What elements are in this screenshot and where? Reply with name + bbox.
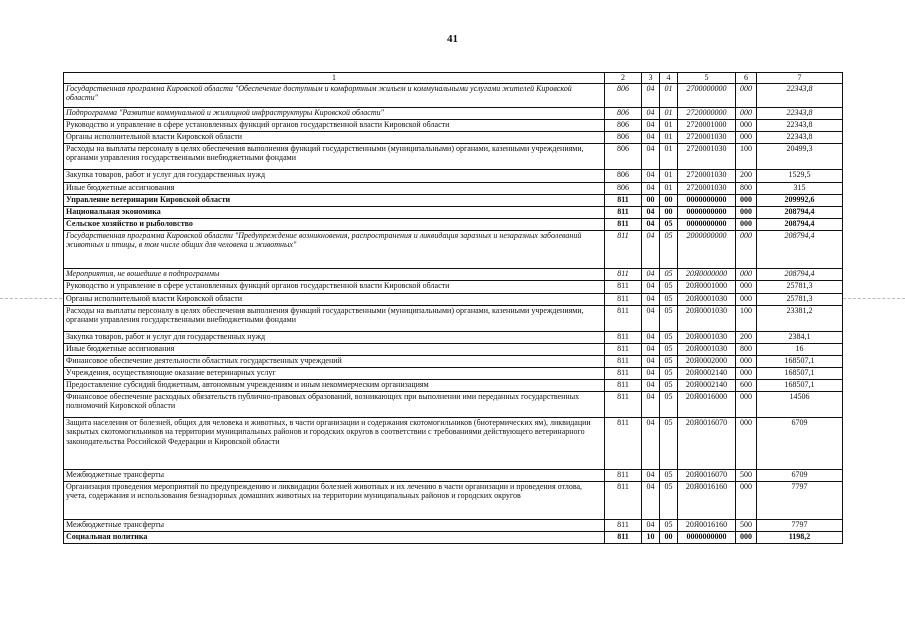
row-section-code: 04 xyxy=(642,218,660,230)
row-subsection-code: 01 xyxy=(660,143,678,169)
row-target-article: 20Я0002140 xyxy=(678,367,736,379)
row-name-cell: Национальная экономика xyxy=(64,206,605,218)
row-name-cell: Органы исполнительной власти Кировской области xyxy=(64,131,605,143)
row-expense-type: 600 xyxy=(736,379,757,391)
row-ministry-code: 806 xyxy=(605,143,642,169)
margin-rule-right xyxy=(843,298,905,299)
row-target-article: 2720001030 xyxy=(678,169,736,182)
row-expense-type: 000 xyxy=(736,355,757,367)
table-row xyxy=(64,218,843,230)
table-header-row xyxy=(64,73,843,84)
row-section-code: 04 xyxy=(642,519,660,531)
header-cell-7: 7 xyxy=(757,73,843,84)
row-target-article: 20Я0016070 xyxy=(678,469,736,481)
row-target-article: 0000000000 xyxy=(678,218,736,230)
row-ministry-code: 811 xyxy=(605,417,642,469)
row-target-article: 2720001000 xyxy=(678,119,736,131)
row-name-cell: Органы исполнительной власти Кировской области xyxy=(64,293,605,305)
table-row xyxy=(64,379,843,391)
row-target-article: 20Я0016000 xyxy=(678,391,736,417)
row-name-cell: Предоставление субсидий бюджетным, автономным учреждениям и иным некоммерческим организациям xyxy=(64,379,605,391)
row-amount: 22343,8 xyxy=(757,119,843,131)
header-cell-6: 6 xyxy=(736,73,757,84)
row-ministry-code: 811 xyxy=(605,293,642,305)
row-target-article: 20Я0001030 xyxy=(678,293,736,305)
row-amount: 7797 xyxy=(757,519,843,531)
row-target-article: 20Я0000000 xyxy=(678,268,736,280)
row-name-cell: Расходы на выплаты персоналу в целях обеспечения выполнения функций государственными (муниципальными) органами, казенными учреждениями, органами управления государственными внебюджетными фондами xyxy=(64,305,605,331)
row-target-article: 2720001030 xyxy=(678,182,736,194)
table-row xyxy=(64,293,843,305)
table-row xyxy=(64,169,843,182)
row-target-article: 2720000000 xyxy=(678,107,736,119)
row-amount: 168507,1 xyxy=(757,367,843,379)
row-name-cell: Сельское хозяйство и рыболовство xyxy=(64,218,605,230)
row-subsection-code: 05 xyxy=(660,268,678,280)
row-name-cell: Финансовое обеспечение расходных обязательств публично-правовых образований, возникающих при выполнении ими переданных государственных полномочий Кировской области xyxy=(64,391,605,417)
row-section-code: 04 xyxy=(642,331,660,343)
row-expense-type: 000 xyxy=(736,417,757,469)
row-section-code: 04 xyxy=(642,119,660,131)
row-section-code: 00 xyxy=(642,194,660,206)
row-section-code: 04 xyxy=(642,131,660,143)
row-target-article: 20Я0001030 xyxy=(678,305,736,331)
row-section-code: 04 xyxy=(642,481,660,519)
row-expense-type: 000 xyxy=(736,119,757,131)
table-row xyxy=(64,143,843,169)
row-amount: 22343,8 xyxy=(757,107,843,119)
row-amount: 25781,3 xyxy=(757,280,843,293)
row-subsection-code: 05 xyxy=(660,280,678,293)
row-amount: 168507,1 xyxy=(757,355,843,367)
row-subsection-code: 05 xyxy=(660,481,678,519)
table-row xyxy=(64,305,843,331)
row-name-cell: Закупка товаров, работ и услуг для государственных нужд xyxy=(64,331,605,343)
row-expense-type: 000 xyxy=(736,531,757,543)
row-subsection-code: 01 xyxy=(660,83,678,107)
row-ministry-code: 811 xyxy=(605,268,642,280)
row-ministry-code: 811 xyxy=(605,379,642,391)
table-row xyxy=(64,230,843,268)
row-ministry-code: 811 xyxy=(605,230,642,268)
row-subsection-code: 05 xyxy=(660,519,678,531)
row-ministry-code: 811 xyxy=(605,469,642,481)
budget-table xyxy=(63,72,843,544)
row-expense-type: 000 xyxy=(736,293,757,305)
row-name-cell: Расходы на выплаты персоналу в целях обеспечения выполнения функций государственными (муниципальными) органами, казенными учреждениями, органами управления государственными внебюджетными фондами xyxy=(64,143,605,169)
row-amount: 208794,4 xyxy=(757,230,843,268)
row-amount: 22343,8 xyxy=(757,83,843,107)
row-section-code: 04 xyxy=(642,379,660,391)
row-section-code: 04 xyxy=(642,107,660,119)
row-amount: 2384,1 xyxy=(757,331,843,343)
row-target-article: 0000000000 xyxy=(678,194,736,206)
table-row xyxy=(64,107,843,119)
row-amount: 6709 xyxy=(757,469,843,481)
row-target-article: 20Я0001030 xyxy=(678,331,736,343)
row-subsection-code: 05 xyxy=(660,218,678,230)
row-name-cell: Руководство и управление в сфере установленных функций органов государственной власти Кировской области xyxy=(64,119,605,131)
row-expense-type: 800 xyxy=(736,343,757,355)
table-row xyxy=(64,469,843,481)
row-ministry-code: 811 xyxy=(605,367,642,379)
row-section-code: 04 xyxy=(642,268,660,280)
row-subsection-code: 01 xyxy=(660,169,678,182)
row-name-cell: Финансовое обеспечение деятельности областных государственных учреждений xyxy=(64,355,605,367)
row-section-code: 04 xyxy=(642,230,660,268)
row-section-code: 04 xyxy=(642,355,660,367)
row-target-article: 20Я0001030 xyxy=(678,343,736,355)
row-expense-type: 200 xyxy=(736,331,757,343)
table-row xyxy=(64,367,843,379)
row-target-article: 20Я0002140 xyxy=(678,379,736,391)
row-amount: 208794,4 xyxy=(757,268,843,280)
row-name-cell: Межбюджетные трансферты xyxy=(64,519,605,531)
row-name-cell: Управление ветеринарии Кировской области xyxy=(64,194,605,206)
header-cell-1: 1 xyxy=(64,73,605,84)
row-section-code: 04 xyxy=(642,417,660,469)
table-row xyxy=(64,280,843,293)
row-name-cell: Закупка товаров, работ и услуг для государственных нужд xyxy=(64,169,605,182)
table-row xyxy=(64,343,843,355)
row-name-cell: Иные бюджетные ассигнования xyxy=(64,343,605,355)
row-amount: 22343,8 xyxy=(757,131,843,143)
row-section-code: 04 xyxy=(642,367,660,379)
row-expense-type: 000 xyxy=(736,367,757,379)
row-section-code: 04 xyxy=(642,206,660,218)
row-expense-type: 500 xyxy=(736,519,757,531)
row-subsection-code: 05 xyxy=(660,305,678,331)
row-section-code: 04 xyxy=(642,83,660,107)
row-expense-type: 000 xyxy=(736,107,757,119)
row-amount: 1198,2 xyxy=(757,531,843,543)
row-ministry-code: 806 xyxy=(605,107,642,119)
row-subsection-code: 05 xyxy=(660,469,678,481)
row-expense-type: 000 xyxy=(736,230,757,268)
row-name-cell: Подпрограмма "Развитие коммунальной и жилищной инфраструктуры Кировской области" xyxy=(64,107,605,119)
row-ministry-code: 811 xyxy=(605,305,642,331)
row-amount: 168507,1 xyxy=(757,379,843,391)
row-ministry-code: 811 xyxy=(605,218,642,230)
table-row xyxy=(64,268,843,280)
row-subsection-code: 00 xyxy=(660,194,678,206)
row-target-article: 20Я0016070 xyxy=(678,417,736,469)
header-cell-4: 4 xyxy=(660,73,678,84)
row-section-code: 04 xyxy=(642,182,660,194)
row-expense-type: 000 xyxy=(736,131,757,143)
row-name-cell: Иные бюджетные ассигнования xyxy=(64,182,605,194)
row-target-article: 2720001030 xyxy=(678,143,736,169)
margin-rule-left xyxy=(0,298,62,299)
row-ministry-code: 811 xyxy=(605,280,642,293)
row-ministry-code: 811 xyxy=(605,531,642,543)
row-ministry-code: 806 xyxy=(605,119,642,131)
row-ministry-code: 811 xyxy=(605,206,642,218)
row-name-cell: Мероприятия, не вошедшие в подпрограммы xyxy=(64,268,605,280)
row-section-code: 10 xyxy=(642,531,660,543)
table-row xyxy=(64,391,843,417)
row-amount: 14506 xyxy=(757,391,843,417)
header-cell-3: 3 xyxy=(642,73,660,84)
row-ministry-code: 811 xyxy=(605,355,642,367)
row-expense-type: 000 xyxy=(736,218,757,230)
row-ministry-code: 811 xyxy=(605,343,642,355)
row-subsection-code: 05 xyxy=(660,391,678,417)
row-name-cell: Социальная политика xyxy=(64,531,605,543)
table-row xyxy=(64,206,843,218)
row-expense-type: 100 xyxy=(736,305,757,331)
row-ministry-code: 806 xyxy=(605,83,642,107)
row-amount: 315 xyxy=(757,182,843,194)
row-section-code: 04 xyxy=(642,305,660,331)
row-amount: 25781,3 xyxy=(757,293,843,305)
row-ministry-code: 811 xyxy=(605,391,642,417)
row-target-article: 2700000000 xyxy=(678,83,736,107)
row-name-cell: Государственная программа Кировской области "Обеспечение доступным и комфортным жильем и коммунальными услугами жителей Кировской области" xyxy=(64,83,605,107)
table-row xyxy=(64,355,843,367)
row-section-code: 04 xyxy=(642,293,660,305)
row-subsection-code: 01 xyxy=(660,107,678,119)
row-ministry-code: 806 xyxy=(605,169,642,182)
row-subsection-code: 05 xyxy=(660,343,678,355)
table-row xyxy=(64,331,843,343)
header-cell-5: 5 xyxy=(678,73,736,84)
row-amount: 16 xyxy=(757,343,843,355)
table-row xyxy=(64,531,843,543)
row-expense-type: 000 xyxy=(736,481,757,519)
row-target-article: 0000000000 xyxy=(678,531,736,543)
row-subsection-code: 05 xyxy=(660,293,678,305)
row-subsection-code: 00 xyxy=(660,531,678,543)
budget-table-body xyxy=(64,73,843,544)
row-name-cell: Руководство и управление в сфере установленных функций органов государственной власти Кировской области xyxy=(64,280,605,293)
row-target-article: 20Я0002000 xyxy=(678,355,736,367)
row-target-article: 2720001030 xyxy=(678,131,736,143)
row-expense-type: 000 xyxy=(736,194,757,206)
table-row xyxy=(64,519,843,531)
row-amount: 7797 xyxy=(757,481,843,519)
row-expense-type: 100 xyxy=(736,143,757,169)
row-subsection-code: 01 xyxy=(660,182,678,194)
row-expense-type: 200 xyxy=(736,169,757,182)
row-amount: 23381,2 xyxy=(757,305,843,331)
table-row xyxy=(64,481,843,519)
row-expense-type: 000 xyxy=(736,391,757,417)
row-expense-type: 000 xyxy=(736,206,757,218)
row-subsection-code: 01 xyxy=(660,119,678,131)
row-name-cell: Защита населения от болезней, общих для человека и животных, в части организации и содержания скотомогильников (биотермических ям), ликвидации закрытых скотомогильников на территории муниципальных районов и городских округов в соответствии с требованиями действующего ветеринарного законодательства Российской Федерации и Кировской области xyxy=(64,417,605,469)
row-ministry-code: 811 xyxy=(605,481,642,519)
row-target-article: 20Я0016160 xyxy=(678,519,736,531)
row-ministry-code: 806 xyxy=(605,131,642,143)
row-ministry-code: 811 xyxy=(605,194,642,206)
table-row xyxy=(64,131,843,143)
row-amount: 20499,3 xyxy=(757,143,843,169)
row-target-article: 20Я0016160 xyxy=(678,481,736,519)
row-section-code: 04 xyxy=(642,143,660,169)
page-number: 41 xyxy=(447,33,458,45)
row-subsection-code: 05 xyxy=(660,379,678,391)
row-target-article: 2000000000 xyxy=(678,230,736,268)
row-name-cell: Межбюджетные трансферты xyxy=(64,469,605,481)
row-name-cell: Организация проведения мероприятий по предупреждению и ликвидации болезней животных и их лечению в части организации и проведения отлова, учета, содержания и использования безнадзорных домашних животных на территории муниципальных районов и городских округов xyxy=(64,481,605,519)
row-amount: 208794,4 xyxy=(757,206,843,218)
row-section-code: 04 xyxy=(642,469,660,481)
row-section-code: 04 xyxy=(642,343,660,355)
row-subsection-code: 05 xyxy=(660,367,678,379)
table-row xyxy=(64,417,843,469)
row-subsection-code: 05 xyxy=(660,230,678,268)
row-section-code: 04 xyxy=(642,280,660,293)
row-section-code: 04 xyxy=(642,391,660,417)
row-section-code: 04 xyxy=(642,169,660,182)
row-subsection-code: 05 xyxy=(660,355,678,367)
row-subsection-code: 05 xyxy=(660,417,678,469)
row-amount: 1529,5 xyxy=(757,169,843,182)
row-ministry-code: 806 xyxy=(605,182,642,194)
row-ministry-code: 811 xyxy=(605,519,642,531)
row-expense-type: 000 xyxy=(736,268,757,280)
row-amount: 6709 xyxy=(757,417,843,469)
row-subsection-code: 01 xyxy=(660,131,678,143)
row-subsection-code: 05 xyxy=(660,331,678,343)
row-expense-type: 000 xyxy=(736,280,757,293)
row-amount: 209992,6 xyxy=(757,194,843,206)
header-cell-2: 2 xyxy=(605,73,642,84)
row-name-cell: Учреждения, осуществляющие оказание ветеринарных услуг xyxy=(64,367,605,379)
row-target-article: 20Я0001000 xyxy=(678,280,736,293)
row-amount: 208794,4 xyxy=(757,218,843,230)
row-ministry-code: 811 xyxy=(605,331,642,343)
table-row xyxy=(64,83,843,107)
row-target-article: 0000000000 xyxy=(678,206,736,218)
row-expense-type: 800 xyxy=(736,182,757,194)
table-row xyxy=(64,194,843,206)
row-expense-type: 500 xyxy=(736,469,757,481)
row-name-cell: Государственная программа Кировской области "Предупреждение возникновения, распространения и ликвидация заразных и незаразных заболеваний животных и птицы, в том числе общих для человека и животных" xyxy=(64,230,605,268)
table-row xyxy=(64,119,843,131)
table-row xyxy=(64,182,843,194)
row-subsection-code: 00 xyxy=(660,206,678,218)
row-expense-type: 000 xyxy=(736,83,757,107)
